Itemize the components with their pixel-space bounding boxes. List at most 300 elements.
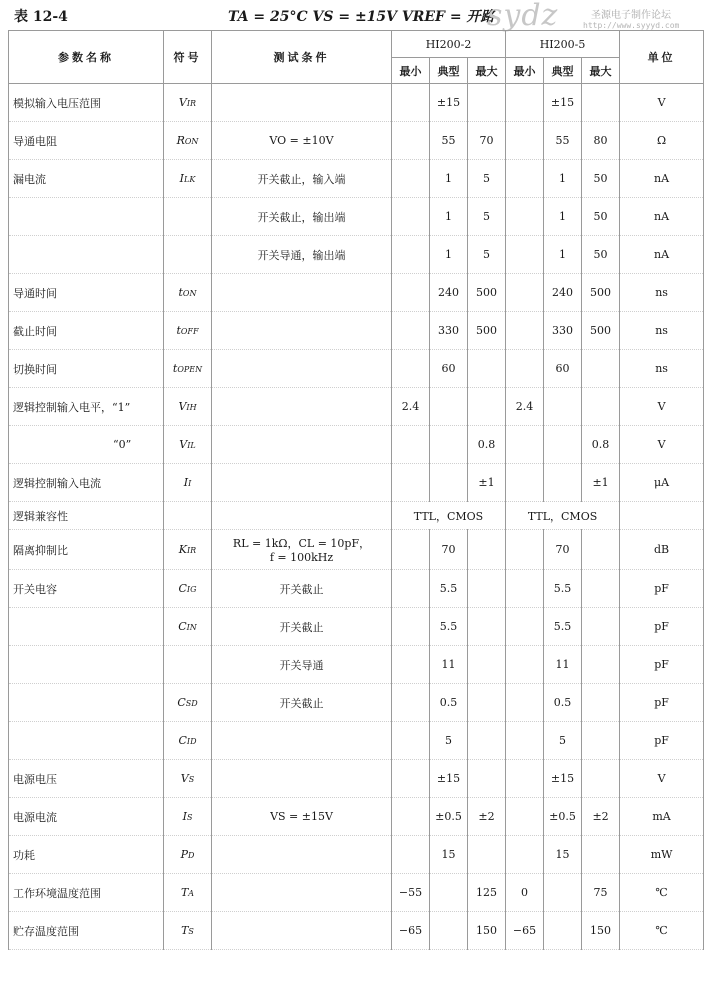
table-row xyxy=(9,684,704,722)
value-cell-b-max xyxy=(582,722,620,760)
table-row xyxy=(9,350,704,388)
condition-cell xyxy=(212,312,392,350)
value-cell-a-min xyxy=(392,312,430,350)
param-name-cell: 贮存温度范围 xyxy=(9,912,164,950)
param-name-cell: 工作环境温度范围 xyxy=(9,874,164,912)
symbol-cell xyxy=(164,798,212,836)
value-cell-a-max: ±2 xyxy=(468,798,506,836)
value-cell-b-max xyxy=(582,350,620,388)
test-conditions-heading: TA = 25°C VS = ±15V VREF = 开路 xyxy=(228,9,495,25)
condition-cell xyxy=(212,608,392,646)
value-cell-a-typ: 0.5 xyxy=(430,684,468,722)
unit-cell: V xyxy=(620,426,704,464)
symbol-cell xyxy=(164,684,212,722)
condition-cell xyxy=(212,836,392,874)
value-cell-b-min xyxy=(506,160,544,198)
value-cell-a-typ: ±15 xyxy=(430,84,468,122)
symbol-cell xyxy=(164,274,212,312)
value-cell-a-max xyxy=(468,530,506,570)
value-cell-b-max xyxy=(582,530,620,570)
param-name-cell xyxy=(9,646,164,684)
param-name-cell: 逻辑控制输入电流 xyxy=(9,464,164,502)
param-name-cell: 逻辑控制输入电平，“1” xyxy=(9,388,164,426)
value-cell-b-max xyxy=(582,388,620,426)
value-cell-b-max: 150 xyxy=(582,912,620,950)
table-row xyxy=(9,160,704,198)
symbol-cell xyxy=(164,760,212,798)
symbol-subscript: ON xyxy=(184,137,199,146)
unit-cell: nA xyxy=(620,236,704,274)
value-cell-a-max: ±1 xyxy=(468,464,506,502)
value-cell-b-min xyxy=(506,798,544,836)
value-cell-b-max xyxy=(582,84,620,122)
symbol-letter: t xyxy=(178,286,183,299)
symbol-subscript: OPEN xyxy=(177,365,203,374)
table-row xyxy=(9,198,704,236)
symbol-subscript: A xyxy=(188,889,195,898)
value-cell-a-min xyxy=(392,122,430,160)
table-row xyxy=(9,646,704,684)
value-cell-b-min xyxy=(506,426,544,464)
value-cell-a-min xyxy=(392,684,430,722)
symbol-cell xyxy=(164,836,212,874)
unit-cell: pF xyxy=(620,646,704,684)
value-cell-a-max xyxy=(468,836,506,874)
symbol-cell xyxy=(164,122,212,160)
unit-cell: dB xyxy=(620,530,704,570)
symbol-cell xyxy=(164,388,212,426)
value-cell-b-min xyxy=(506,836,544,874)
sub-header-a-min: 最小 xyxy=(392,58,430,84)
condition-cell xyxy=(212,274,392,312)
value-cell-b-min xyxy=(506,530,544,570)
header-symbol: 符号 xyxy=(164,31,212,84)
value-cell-b-min xyxy=(506,350,544,388)
value-cell-a-typ: 330 xyxy=(430,312,468,350)
table-row xyxy=(9,464,704,502)
table-row xyxy=(9,122,704,160)
value-cell-a-typ: 60 xyxy=(430,350,468,388)
value-cell-a-typ: 15 xyxy=(430,836,468,874)
value-cell-a-typ xyxy=(430,874,468,912)
table-row xyxy=(9,312,704,350)
symbol-cell xyxy=(164,722,212,760)
param-name-cell xyxy=(9,684,164,722)
value-cell-b-min xyxy=(506,274,544,312)
header-group-b: HI200-5 xyxy=(506,31,620,58)
condition-cell xyxy=(212,502,392,530)
symbol-letter: R xyxy=(176,134,185,147)
value-cell-b-max xyxy=(582,836,620,874)
table-row xyxy=(9,912,704,950)
table-row xyxy=(9,502,704,530)
value-cell-a-max xyxy=(468,350,506,388)
value-cell-b-typ: ±15 xyxy=(544,84,582,122)
value-cell-a-max xyxy=(468,388,506,426)
symbol-cell xyxy=(164,464,212,502)
symbol-subscript: IG xyxy=(186,585,197,594)
condition-cell xyxy=(212,722,392,760)
value-cell-b-max: 500 xyxy=(582,274,620,312)
condition-cell xyxy=(212,464,392,502)
value-cell-a-min xyxy=(392,646,430,684)
value-cell-b-typ: 1 xyxy=(544,236,582,274)
value-cell-a-min: 2.4 xyxy=(392,388,430,426)
condition-text: 开关截止 xyxy=(279,696,324,710)
condition-text: VO = ±10V xyxy=(269,134,334,147)
value-cell-b-min xyxy=(506,646,544,684)
unit-cell: ns xyxy=(620,274,704,312)
value-cell-b-min xyxy=(506,312,544,350)
param-name-cell xyxy=(9,236,164,274)
value-cell-a-max: 125 xyxy=(468,874,506,912)
symbol-cell xyxy=(164,912,212,950)
condition-cell xyxy=(212,198,392,236)
value-cell-a-max xyxy=(468,646,506,684)
value-cell-b-min xyxy=(506,570,544,608)
symbol-cell xyxy=(164,874,212,912)
value-cell-a-max xyxy=(468,608,506,646)
symbol-letter: K xyxy=(178,543,188,556)
unit-cell: ns xyxy=(620,350,704,388)
symbol-letter: V xyxy=(178,96,187,109)
symbol-letter: I xyxy=(182,810,187,823)
value-cell-a-min xyxy=(392,274,430,312)
value-cell-b-max: 500 xyxy=(582,312,620,350)
symbol-subscript: S xyxy=(188,927,194,936)
unit-cell: V xyxy=(620,760,704,798)
condition-cell xyxy=(212,350,392,388)
symbol-subscript: ON xyxy=(182,289,197,298)
symbol-letter: t xyxy=(172,362,178,375)
value-cell-a-max: 500 xyxy=(468,274,506,312)
header-group-a: HI200-2 xyxy=(392,31,506,58)
value-cell-b-max: ±1 xyxy=(582,464,620,502)
condition-text-line2: f = 100kHz xyxy=(269,551,334,564)
table-row xyxy=(9,836,704,874)
value-cell-a-typ: ±15 xyxy=(430,760,468,798)
condition-cell xyxy=(212,646,392,684)
unit-cell: pF xyxy=(620,608,704,646)
param-name-cell: 隔离抑制比 xyxy=(9,530,164,570)
value-cell-b-min xyxy=(506,198,544,236)
value-cell-b-typ: 55 xyxy=(544,122,582,160)
symbol-subscript: OFF xyxy=(180,327,199,336)
value-cell-a-max: 5 xyxy=(468,236,506,274)
value-cell-b-typ: 0.5 xyxy=(544,684,582,722)
value-cell-a-max xyxy=(468,722,506,760)
condition-cell xyxy=(212,160,392,198)
param-name-cell: 截止时间 xyxy=(9,312,164,350)
value-cell-a-min: −55 xyxy=(392,874,430,912)
symbol-letter: C xyxy=(178,734,187,747)
value-cell-b-max xyxy=(582,684,620,722)
symbol-letter: t xyxy=(176,324,181,337)
symbol-subscript: IR xyxy=(186,99,197,108)
value-cell-b-typ: 5.5 xyxy=(544,570,582,608)
value-cell-a-min xyxy=(392,798,430,836)
condition-cell xyxy=(212,122,392,160)
condition-text: VS = ±15V xyxy=(270,810,333,823)
symbol-letter: T xyxy=(181,924,189,937)
value-cell-b-typ: ±0.5 xyxy=(544,798,582,836)
value-cell-b-min xyxy=(506,236,544,274)
value-cell-b-typ: 5.5 xyxy=(544,608,582,646)
header-condition: 测试条件 xyxy=(212,31,392,84)
compat-cell-b: TTL，CMOS xyxy=(506,502,620,530)
param-name-cell: 逻辑兼容性 xyxy=(9,502,164,530)
value-cell-b-typ xyxy=(544,912,582,950)
unit-cell xyxy=(620,502,704,530)
condition-text: 开关截止，输出端 xyxy=(257,210,346,224)
value-cell-b-typ: 240 xyxy=(544,274,582,312)
condition-cell xyxy=(212,760,392,798)
param-name-cell: 电源电压 xyxy=(9,760,164,798)
value-cell-b-typ xyxy=(544,426,582,464)
value-cell-b-max: 75 xyxy=(582,874,620,912)
value-cell-a-min xyxy=(392,760,430,798)
table-row xyxy=(9,274,704,312)
value-cell-b-min xyxy=(506,608,544,646)
table-row xyxy=(9,530,704,570)
symbol-subscript: S xyxy=(186,813,193,822)
value-cell-b-typ xyxy=(544,388,582,426)
param-name-cell xyxy=(9,608,164,646)
value-cell-b-typ: 1 xyxy=(544,198,582,236)
value-cell-a-typ: 70 xyxy=(430,530,468,570)
condition-text: RL = 1kΩ，CL = 10pF， xyxy=(232,537,371,550)
unit-cell: V xyxy=(620,84,704,122)
value-cell-b-typ: 60 xyxy=(544,350,582,388)
symbol-cell xyxy=(164,350,212,388)
condition-cell xyxy=(212,570,392,608)
sub-header-b-min: 最小 xyxy=(506,58,544,84)
value-cell-a-typ xyxy=(430,388,468,426)
value-cell-b-max xyxy=(582,570,620,608)
unit-cell: Ω xyxy=(620,122,704,160)
value-cell-b-typ xyxy=(544,464,582,502)
symbol-cell xyxy=(164,236,212,274)
param-name-cell: “0” xyxy=(9,426,164,464)
value-cell-b-max: 80 xyxy=(582,122,620,160)
symbol-cell xyxy=(164,646,212,684)
value-cell-a-typ: 1 xyxy=(430,198,468,236)
table-row xyxy=(9,722,704,760)
value-cell-a-min xyxy=(392,722,430,760)
value-cell-b-typ xyxy=(544,874,582,912)
compat-cell-a: TTL，CMOS xyxy=(392,502,506,530)
param-name-cell: 导通电阻 xyxy=(9,122,164,160)
value-cell-b-max: 50 xyxy=(582,160,620,198)
value-cell-b-min: −65 xyxy=(506,912,544,950)
condition-cell xyxy=(212,426,392,464)
value-cell-b-max xyxy=(582,608,620,646)
value-cell-b-min xyxy=(506,122,544,160)
condition-cell xyxy=(212,84,392,122)
value-cell-b-min xyxy=(506,464,544,502)
table-label: 表 12-4 xyxy=(14,9,68,25)
table-row xyxy=(9,236,704,274)
param-name-cell: 漏电流 xyxy=(9,160,164,198)
symbol-cell xyxy=(164,530,212,570)
symbol-cell xyxy=(164,608,212,646)
symbol-subscript: IR xyxy=(187,546,197,555)
value-cell-b-typ: 330 xyxy=(544,312,582,350)
value-cell-a-min xyxy=(392,350,430,388)
unit-cell: mA xyxy=(620,798,704,836)
param-name-cell xyxy=(9,722,164,760)
value-cell-a-min xyxy=(392,570,430,608)
table-row xyxy=(9,388,704,426)
table-row xyxy=(9,570,704,608)
value-cell-a-typ: 5.5 xyxy=(430,570,468,608)
param-name-cell: 导通时间 xyxy=(9,274,164,312)
header-unit: 单位 xyxy=(620,31,704,84)
table-row xyxy=(9,760,704,798)
sub-header-b-max: 最大 xyxy=(582,58,620,84)
symbol-subscript: S xyxy=(188,775,195,784)
value-cell-a-min xyxy=(392,84,430,122)
symbol-subscript: SD xyxy=(185,699,198,708)
value-cell-a-min xyxy=(392,530,430,570)
value-cell-b-typ: 11 xyxy=(544,646,582,684)
value-cell-a-min xyxy=(392,464,430,502)
sub-header-a-max: 最大 xyxy=(468,58,506,84)
symbol-cell xyxy=(164,426,212,464)
value-cell-a-typ: 240 xyxy=(430,274,468,312)
condition-cell xyxy=(212,874,392,912)
table-row xyxy=(9,798,704,836)
value-cell-a-typ: 1 xyxy=(430,236,468,274)
value-cell-a-max xyxy=(468,760,506,798)
symbol-subscript: LK xyxy=(184,175,196,184)
value-cell-b-min xyxy=(506,722,544,760)
watermark-url: http://www.syyyd.com xyxy=(583,21,680,30)
symbol-letter: T xyxy=(180,886,189,899)
table-row xyxy=(9,608,704,646)
unit-cell: pF xyxy=(620,722,704,760)
table-row xyxy=(9,874,704,912)
watermark-site-name: 圣源电子制作论坛 xyxy=(591,10,671,21)
param-name-cell: 模拟输入电压范围 xyxy=(9,84,164,122)
unit-cell: ℃ xyxy=(620,912,704,950)
param-name-cell: 开关电容 xyxy=(9,570,164,608)
value-cell-a-min xyxy=(392,608,430,646)
value-cell-b-max: 0.8 xyxy=(582,426,620,464)
value-cell-b-max xyxy=(582,760,620,798)
value-cell-a-typ: 55 xyxy=(430,122,468,160)
symbol-cell xyxy=(164,502,212,530)
value-cell-b-min: 2.4 xyxy=(506,388,544,426)
value-cell-b-max xyxy=(582,646,620,684)
unit-cell: mW xyxy=(620,836,704,874)
symbol-subscript: D xyxy=(187,851,195,860)
header-param: 参数名称 xyxy=(9,31,164,84)
value-cell-a-typ xyxy=(430,426,468,464)
unit-cell: pF xyxy=(620,570,704,608)
value-cell-b-typ: 1 xyxy=(544,160,582,198)
condition-cell xyxy=(212,388,392,426)
symbol-subscript: IH xyxy=(186,403,197,412)
param-name-cell xyxy=(9,198,164,236)
sub-header-a-typ: 典型 xyxy=(430,58,468,84)
value-cell-b-max: ±2 xyxy=(582,798,620,836)
value-cell-a-typ: ±0.5 xyxy=(430,798,468,836)
unit-cell: ns xyxy=(620,312,704,350)
symbol-subscript: IN xyxy=(186,623,197,632)
symbol-letter: V xyxy=(179,438,188,451)
value-cell-b-typ: 5 xyxy=(544,722,582,760)
value-cell-a-typ: 5 xyxy=(430,722,468,760)
value-cell-a-min xyxy=(392,236,430,274)
value-cell-a-typ: 5.5 xyxy=(430,608,468,646)
condition-cell xyxy=(212,530,392,570)
unit-cell: nA xyxy=(620,160,704,198)
symbol-cell xyxy=(164,84,212,122)
condition-text: 开关截止 xyxy=(279,620,324,634)
condition-cell xyxy=(212,684,392,722)
unit-cell: μA xyxy=(620,464,704,502)
value-cell-a-typ: 11 xyxy=(430,646,468,684)
value-cell-a-typ xyxy=(430,912,468,950)
value-cell-a-min xyxy=(392,160,430,198)
symbol-cell xyxy=(164,570,212,608)
value-cell-a-max: 70 xyxy=(468,122,506,160)
value-cell-a-typ: 1 xyxy=(430,160,468,198)
param-name-cell: 切换时间 xyxy=(9,350,164,388)
spec-table xyxy=(8,30,704,950)
unit-cell: ℃ xyxy=(620,874,704,912)
value-cell-a-max: 500 xyxy=(468,312,506,350)
value-cell-a-min xyxy=(392,836,430,874)
condition-text: 开关导通，输出端 xyxy=(257,248,346,262)
value-cell-b-max: 50 xyxy=(582,198,620,236)
value-cell-a-min: −65 xyxy=(392,912,430,950)
symbol-letter: I xyxy=(183,476,189,489)
symbol-letter: C xyxy=(177,696,186,709)
param-name-cell: 电源电流 xyxy=(9,798,164,836)
symbol-subscript: ID xyxy=(186,737,197,746)
sub-header-b-typ: 典型 xyxy=(544,58,582,84)
symbol-letter: V xyxy=(178,400,187,413)
table-row xyxy=(9,84,704,122)
symbol-cell xyxy=(164,198,212,236)
symbol-subscript: IL xyxy=(187,441,196,450)
condition-text: 开关截止 xyxy=(279,582,324,596)
symbol-letter: C xyxy=(178,620,187,633)
value-cell-a-max: 0.8 xyxy=(468,426,506,464)
symbol-letter: P xyxy=(180,848,188,861)
symbol-letter: V xyxy=(180,772,189,785)
value-cell-a-max xyxy=(468,84,506,122)
symbol-cell xyxy=(164,160,212,198)
value-cell-b-min xyxy=(506,760,544,798)
unit-cell: nA xyxy=(620,198,704,236)
value-cell-a-max xyxy=(468,570,506,608)
watermark-logo: sydz xyxy=(487,0,559,33)
symbol-subscript: I xyxy=(188,479,192,488)
value-cell-b-max: 50 xyxy=(582,236,620,274)
value-cell-a-max xyxy=(468,684,506,722)
param-name-cell: 功耗 xyxy=(9,836,164,874)
value-cell-b-min: 0 xyxy=(506,874,544,912)
value-cell-a-typ xyxy=(430,464,468,502)
value-cell-b-min xyxy=(506,84,544,122)
condition-cell xyxy=(212,912,392,950)
condition-cell xyxy=(212,236,392,274)
symbol-letter: I xyxy=(179,172,185,185)
value-cell-b-min xyxy=(506,684,544,722)
